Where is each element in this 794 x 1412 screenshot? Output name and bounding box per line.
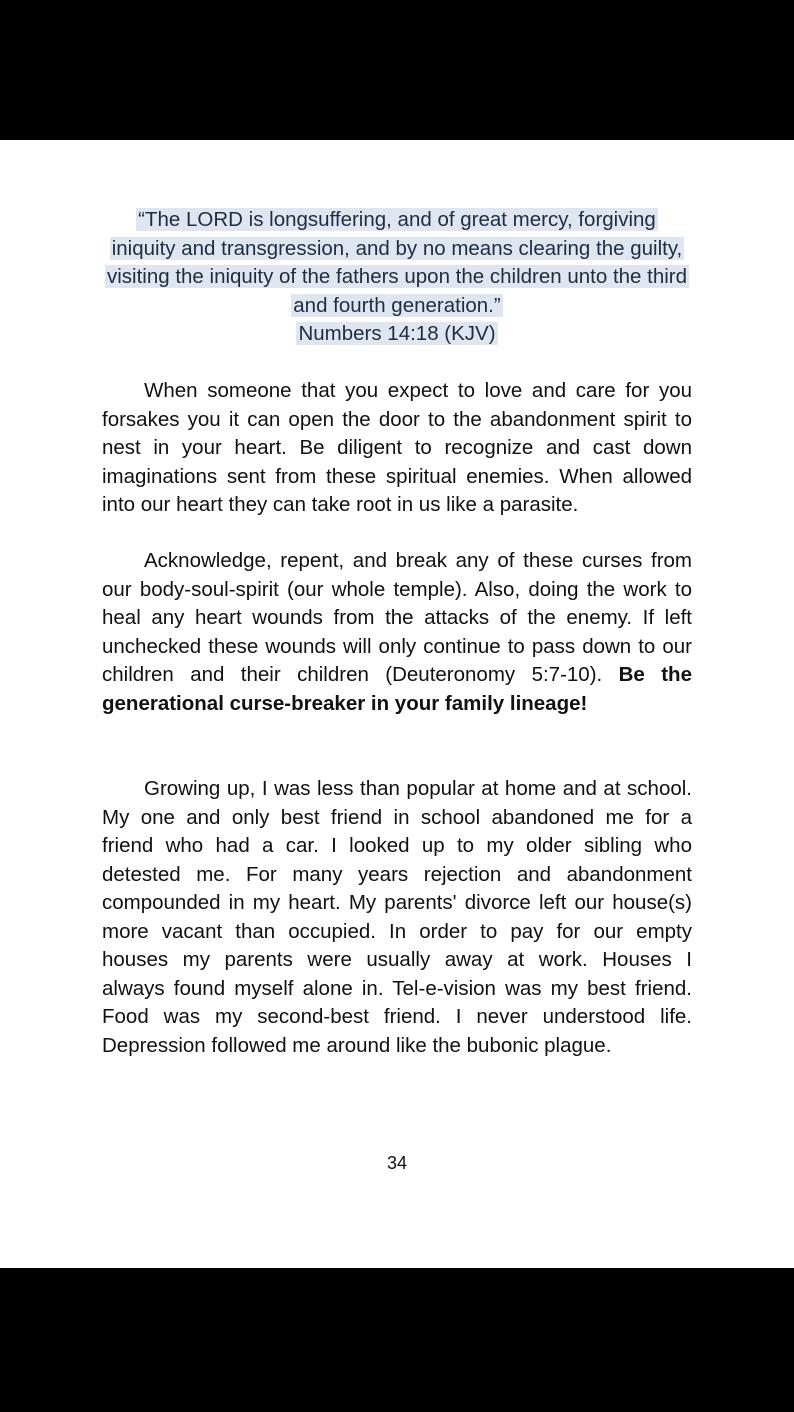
quote-line: visiting the iniquity of the fathers upon the children unto the third [106,265,688,289]
text-line: more vacant than occupied. In order to pay for our empty [102,919,692,943]
quote-line: and fourth generation.” [293,293,501,317]
bottom-black-bar [0,1268,794,1412]
text-line: Acknowledge, repent, and break any of these curses from [144,549,692,572]
paragraph-2 [102,547,692,718]
text-line: nest in your heart. Be diligent to recognize and cast down [102,436,692,459]
text-line: friend who had a car. I looked up to my older sibling who [102,834,692,857]
text-line: our body-soul-spirit (our whole temple). Also, doing the work to [102,577,692,601]
text-line: unchecked these wounds will only continue to pass down to our [102,634,692,658]
text-segment: children and their children (Deuteronomy 5:7-10). [102,663,603,686]
text-line: always found myself alone in. Tel-e-vision was my best friend. [102,976,692,1000]
document-page[interactable] [0,140,794,1268]
text-line: compounded in my heart. My parents' divorce left our house(s) [102,891,692,914]
text-line: Depression followed me around like the bubonic plague. [102,1033,612,1057]
scripture-quote [90,206,704,349]
text-line: My one and only best friend in school abandoned me for a [102,805,692,829]
quote-line: iniquity and transgression, and by no means clearing the guilty, [111,236,683,260]
top-black-bar [0,0,794,140]
text-line: When someone that you expect to love and care for you [144,379,692,402]
text-line: forsakes you it can open the door to the abandonment spirit to [102,407,692,431]
text-line: heal any heart wounds from the attacks of the enemy. If left [102,606,692,629]
text-line-mixed [102,661,692,690]
text-line: detested me. For many years rejection and abandonment [102,862,692,886]
bold-callout-start: Be the [618,663,692,686]
paragraph-3 [102,775,692,1060]
text-line: houses my parents were usually away at work. Houses I [102,948,692,971]
paragraph-1 [102,377,692,520]
text-line: into our heart they can take root in us like a parasite. [102,493,579,516]
text-line: Growing up, I was less than popular at home and at school. [144,777,692,800]
text-line: imaginations sent from these spiritual enemies. When allowed [102,464,692,488]
text-line: Food was my second-best friend. I never understood life. [102,1005,692,1028]
quote-reference: Numbers 14:18 (KJV) [298,322,496,346]
page-number: 34 [386,1153,408,1173]
bold-callout: generational curse-breaker in your family lineage! [102,691,588,715]
quote-line: “The LORD is longsuffering, and of great mercy, forgiving [138,208,656,231]
